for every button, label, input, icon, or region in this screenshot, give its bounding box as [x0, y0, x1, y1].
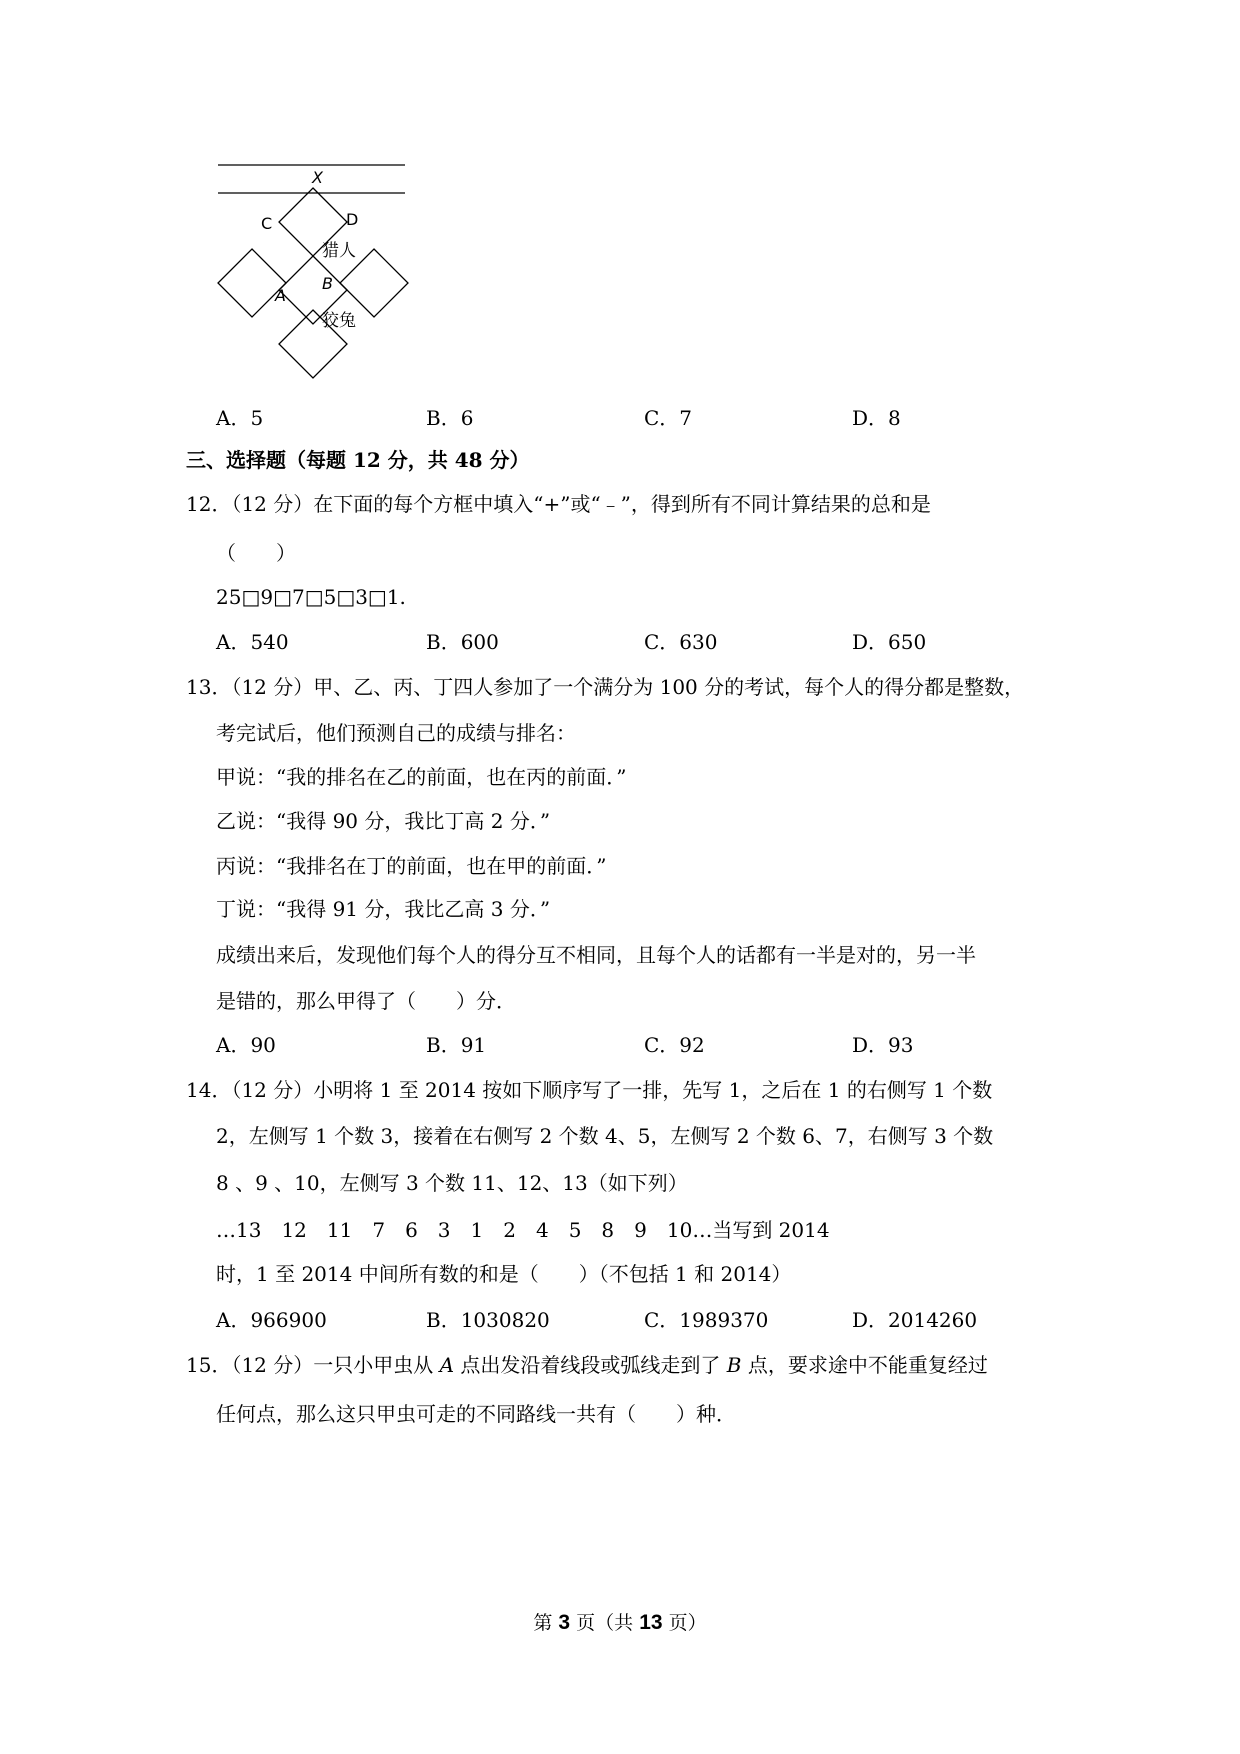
square-left	[218, 249, 286, 317]
q15-stem-line1	[186, 1355, 988, 1375]
q13-option-c: C．92	[644, 1033, 705, 1057]
q13-option-a: A．90	[216, 1033, 276, 1057]
q13-statement-jia: 甲说：“我的排名在乙的前面，也在丙的前面．”	[216, 765, 627, 789]
label-c: C	[261, 214, 273, 233]
footer-pre: 第	[533, 1612, 559, 1634]
q15-line1-mid: 点出发沿着线段或弧线走到了	[454, 1353, 727, 1377]
page-footer	[0, 1612, 1240, 1633]
q12-stem-line2: （ ）	[216, 541, 296, 565]
footer-page-number: 3	[558, 1611, 571, 1634]
q14-option-c: C．1989370	[644, 1308, 769, 1332]
q15-line1-post: 点，要求途中不能重复经过	[741, 1353, 988, 1377]
label-d: D	[346, 210, 359, 229]
q12-stem-line1: 12．（12 分）在下面的每个方框中填入“+”或“﹣”，得到所有不同计算结果的总和是	[186, 492, 931, 516]
q11-option-c: C．7	[644, 406, 693, 430]
label-hunter: 猎人	[322, 241, 356, 261]
q14-stem-line1: 14．（12 分）小明将 1 至 2014 按如下顺序写了一排，先写 1，之后在 1 的右侧写 1 个数	[186, 1078, 993, 1102]
label-rabbit: 狡兔	[322, 311, 356, 331]
footer-total-pages: 13	[639, 1611, 663, 1634]
q15-stem-line2: 任何点，那么这只甲虫可走的不同路线一共有（ ）种．	[216, 1402, 736, 1426]
q14-option-d: D．2014260	[852, 1308, 978, 1332]
q13-stem-line3: 成绩出来后，发现他们每个人的得分互不相同，且每个人的话都有一半是对的，另一半	[216, 943, 976, 967]
q12-option-b: B．600	[426, 630, 499, 654]
q11-option-d: D．8	[852, 406, 901, 430]
q14-stem-line3: 8 、9 、10，左侧写 3 个数 11、12、13（如下列）	[216, 1171, 688, 1195]
q13-option-d: D．93	[852, 1033, 914, 1057]
q15-line1-pre: 15．（12 分）一只小甲虫从	[186, 1353, 440, 1377]
q12-option-d: D．650	[852, 630, 927, 654]
q13-stem-line2: 考完试后，他们预测自己的成绩与排名：	[216, 721, 576, 745]
footer-post: 页）	[662, 1612, 707, 1634]
q12-option-a: A．540	[216, 630, 289, 654]
label-a: A	[275, 286, 286, 305]
q13-statement-yi: 乙说：“我得 90 分，我比丁高 2 分．”	[216, 809, 551, 833]
q14-stem-line5: 时，1 至 2014 中间所有数的和是（ ）（不包括 1 和 2014）	[216, 1262, 792, 1286]
footer-mid: 页（共	[570, 1612, 640, 1634]
q15-point-a: A	[439, 1353, 455, 1377]
q12-expression: 25□9□7□5□3□1.	[216, 585, 406, 609]
q11-option-a: A．5	[216, 406, 264, 430]
label-b: B	[322, 274, 333, 293]
q13-option-b: B．91	[426, 1033, 487, 1057]
q14-option-b: B．1030820	[426, 1308, 550, 1332]
q13-stem-line4: 是错的，那么甲得了（ ）分．	[216, 989, 516, 1013]
section-title: 三、选择题（每题 12 分，共 48 分）	[186, 448, 530, 472]
q11-option-b: B．6	[426, 406, 474, 430]
q13-statement-bing: 丙说：“我排名在丁的前面，也在甲的前面．”	[216, 854, 607, 878]
q13-stem-line1: 13．（12 分）甲、乙、丙、丁四人参加了一个满分为 100 分的考试，每个人的得分都是整数，	[186, 675, 1025, 699]
q14-stem-line2: 2，左侧写 1 个数 3，接着在右侧写 2 个数 4、5，左侧写 2 个数 6、7，右侧写 3 个数	[216, 1124, 994, 1148]
label-x: X	[312, 168, 323, 187]
q14-sequence-line: …13 12 11 7 6 3 1 2 4 5 8 9 10…当写到 2014	[216, 1218, 830, 1242]
q15-point-b: B	[726, 1353, 742, 1377]
q14-option-a: A．966900	[216, 1308, 327, 1332]
q12-option-c: C．630	[644, 630, 718, 654]
q13-statement-ding: 丁说：“我得 91 分，我比乙高 3 分．”	[216, 897, 551, 921]
hunter-rabbit-figure	[214, 158, 414, 384]
